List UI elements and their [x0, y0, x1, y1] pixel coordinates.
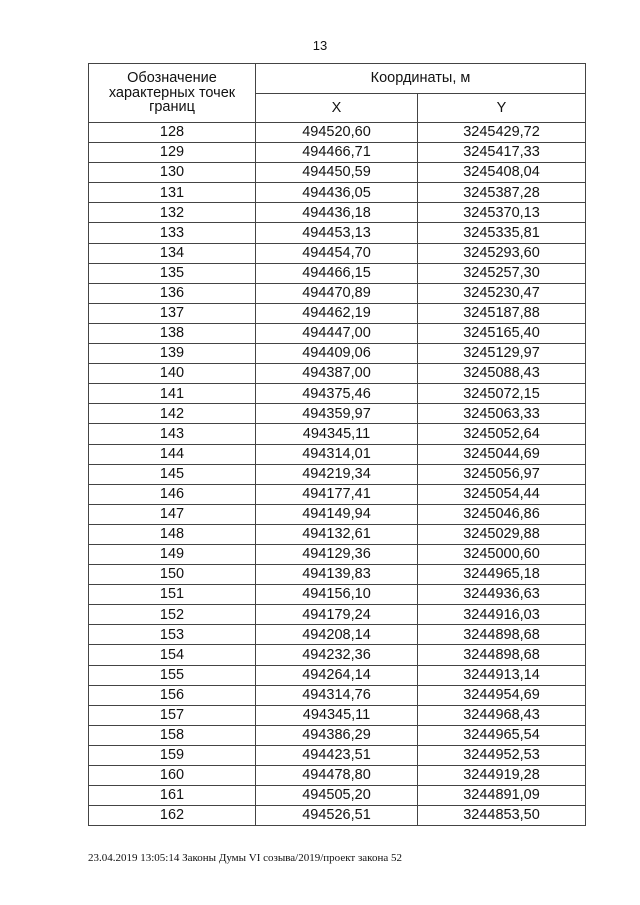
- y-cell: 3245293,60: [418, 243, 586, 263]
- header-coordinates: Координаты, м: [256, 64, 586, 94]
- x-cell: 494345,11: [256, 705, 418, 725]
- point-cell: 155: [89, 665, 256, 685]
- point-cell: 149: [89, 544, 256, 564]
- point-cell: 140: [89, 364, 256, 384]
- x-cell: 494232,36: [256, 645, 418, 665]
- header-y: Y: [418, 93, 586, 123]
- point-cell: 131: [89, 183, 256, 203]
- table-row: [89, 766, 586, 786]
- point-cell: 152: [89, 605, 256, 625]
- y-cell: 3245000,60: [418, 544, 586, 564]
- table-row: [89, 263, 586, 283]
- x-cell: 494423,51: [256, 745, 418, 765]
- y-cell: 3244898,68: [418, 645, 586, 665]
- y-cell: 3245054,44: [418, 484, 586, 504]
- header-x: X: [256, 93, 418, 123]
- document-footer: 23.04.2019 13:05:14 Законы Думы VI созыва/2019/проект закона 52: [88, 852, 402, 864]
- point-cell: 136: [89, 283, 256, 303]
- y-cell: 3244891,09: [418, 786, 586, 806]
- point-cell: 154: [89, 645, 256, 665]
- table-row: [89, 685, 586, 705]
- x-cell: 494149,94: [256, 504, 418, 524]
- point-cell: 128: [89, 123, 256, 143]
- point-cell: 162: [89, 806, 256, 826]
- y-cell: 3245165,40: [418, 323, 586, 343]
- point-cell: 158: [89, 725, 256, 745]
- y-cell: 3245029,88: [418, 524, 586, 544]
- point-cell: 129: [89, 143, 256, 163]
- x-cell: 494409,06: [256, 344, 418, 364]
- x-cell: 494314,01: [256, 444, 418, 464]
- table-row: [89, 444, 586, 464]
- table-row: [89, 123, 586, 143]
- x-cell: 494466,71: [256, 143, 418, 163]
- point-cell: 156: [89, 685, 256, 705]
- point-cell: 148: [89, 524, 256, 544]
- y-cell: 3244968,43: [418, 705, 586, 725]
- point-cell: 151: [89, 585, 256, 605]
- table-row: [89, 143, 586, 163]
- point-cell: 141: [89, 384, 256, 404]
- table-row: [89, 585, 586, 605]
- table-row: [89, 806, 586, 826]
- table-row: [89, 223, 586, 243]
- y-cell: 3245387,28: [418, 183, 586, 203]
- header-point-designation: Обозначение характерных точек границ: [89, 64, 256, 123]
- point-cell: 161: [89, 786, 256, 806]
- y-cell: 3244919,28: [418, 766, 586, 786]
- table-row: [89, 665, 586, 685]
- table-row: [89, 524, 586, 544]
- table-row: [89, 243, 586, 263]
- x-cell: 494375,46: [256, 384, 418, 404]
- table-row: [89, 183, 586, 203]
- y-cell: 3244954,69: [418, 685, 586, 705]
- table-row: [89, 625, 586, 645]
- point-cell: 144: [89, 444, 256, 464]
- y-cell: 3245056,97: [418, 464, 586, 484]
- table-row: [89, 786, 586, 806]
- table-row: [89, 323, 586, 343]
- y-cell: 3244913,14: [418, 665, 586, 685]
- coordinates-table: [88, 63, 586, 826]
- point-cell: 139: [89, 344, 256, 364]
- y-cell: 3245335,81: [418, 223, 586, 243]
- table-row: [89, 203, 586, 223]
- table-row: [89, 565, 586, 585]
- y-cell: 3245063,33: [418, 404, 586, 424]
- y-cell: 3244916,03: [418, 605, 586, 625]
- table-row: [89, 344, 586, 364]
- x-cell: 494387,00: [256, 364, 418, 384]
- y-cell: 3244898,68: [418, 625, 586, 645]
- x-cell: 494436,05: [256, 183, 418, 203]
- y-cell: 3245046,86: [418, 504, 586, 524]
- y-cell: 3245129,97: [418, 344, 586, 364]
- x-cell: 494139,83: [256, 565, 418, 585]
- table-row: [89, 705, 586, 725]
- point-cell: 157: [89, 705, 256, 725]
- x-cell: 494179,24: [256, 605, 418, 625]
- y-cell: 3245257,30: [418, 263, 586, 283]
- y-cell: 3244936,63: [418, 585, 586, 605]
- point-cell: 133: [89, 223, 256, 243]
- y-cell: 3245044,69: [418, 444, 586, 464]
- table-row: [89, 605, 586, 625]
- point-cell: 147: [89, 504, 256, 524]
- x-cell: 494470,89: [256, 283, 418, 303]
- point-cell: 160: [89, 766, 256, 786]
- x-cell: 494462,19: [256, 303, 418, 323]
- y-cell: 3244965,18: [418, 565, 586, 585]
- table-row: [89, 645, 586, 665]
- point-cell: 130: [89, 163, 256, 183]
- table-row: [89, 424, 586, 444]
- point-cell: 150: [89, 565, 256, 585]
- y-cell: 3245408,04: [418, 163, 586, 183]
- x-cell: 494129,36: [256, 544, 418, 564]
- y-cell: 3245429,72: [418, 123, 586, 143]
- table-row: [89, 303, 586, 323]
- x-cell: 494436,18: [256, 203, 418, 223]
- x-cell: 494359,97: [256, 404, 418, 424]
- y-cell: 3245230,47: [418, 283, 586, 303]
- x-cell: 494505,20: [256, 786, 418, 806]
- point-cell: 142: [89, 404, 256, 424]
- table-row: [89, 484, 586, 504]
- page-number: 13: [312, 38, 328, 53]
- point-cell: 137: [89, 303, 256, 323]
- table-row: [89, 725, 586, 745]
- table-row: [89, 364, 586, 384]
- table-row: [89, 404, 586, 424]
- x-cell: 494453,13: [256, 223, 418, 243]
- y-cell: 3245417,33: [418, 143, 586, 163]
- x-cell: 494264,14: [256, 665, 418, 685]
- point-cell: 145: [89, 464, 256, 484]
- point-cell: 135: [89, 263, 256, 283]
- table-row: [89, 745, 586, 765]
- x-cell: 494447,00: [256, 323, 418, 343]
- point-cell: 159: [89, 745, 256, 765]
- x-cell: 494520,60: [256, 123, 418, 143]
- x-cell: 494177,41: [256, 484, 418, 504]
- x-cell: 494386,29: [256, 725, 418, 745]
- x-cell: 494478,80: [256, 766, 418, 786]
- x-cell: 494466,15: [256, 263, 418, 283]
- x-cell: 494450,59: [256, 163, 418, 183]
- table-row: [89, 163, 586, 183]
- y-cell: 3244965,54: [418, 725, 586, 745]
- point-cell: 132: [89, 203, 256, 223]
- table-row: [89, 544, 586, 564]
- table-row: [89, 464, 586, 484]
- x-cell: 494132,61: [256, 524, 418, 544]
- x-cell: 494345,11: [256, 424, 418, 444]
- x-cell: 494314,76: [256, 685, 418, 705]
- x-cell: 494219,34: [256, 464, 418, 484]
- point-cell: 153: [89, 625, 256, 645]
- point-cell: 146: [89, 484, 256, 504]
- x-cell: 494156,10: [256, 585, 418, 605]
- point-cell: 134: [89, 243, 256, 263]
- table-row: [89, 384, 586, 404]
- table-body: [89, 123, 586, 826]
- y-cell: 3245072,15: [418, 384, 586, 404]
- y-cell: 3244853,50: [418, 806, 586, 826]
- x-cell: 494526,51: [256, 806, 418, 826]
- x-cell: 494208,14: [256, 625, 418, 645]
- table-row: [89, 283, 586, 303]
- y-cell: 3245370,13: [418, 203, 586, 223]
- y-cell: 3245187,88: [418, 303, 586, 323]
- point-cell: 138: [89, 323, 256, 343]
- point-cell: 143: [89, 424, 256, 444]
- y-cell: 3244952,53: [418, 745, 586, 765]
- x-cell: 494454,70: [256, 243, 418, 263]
- y-cell: 3245088,43: [418, 364, 586, 384]
- y-cell: 3245052,64: [418, 424, 586, 444]
- table-row: [89, 504, 586, 524]
- table-header: [89, 64, 586, 123]
